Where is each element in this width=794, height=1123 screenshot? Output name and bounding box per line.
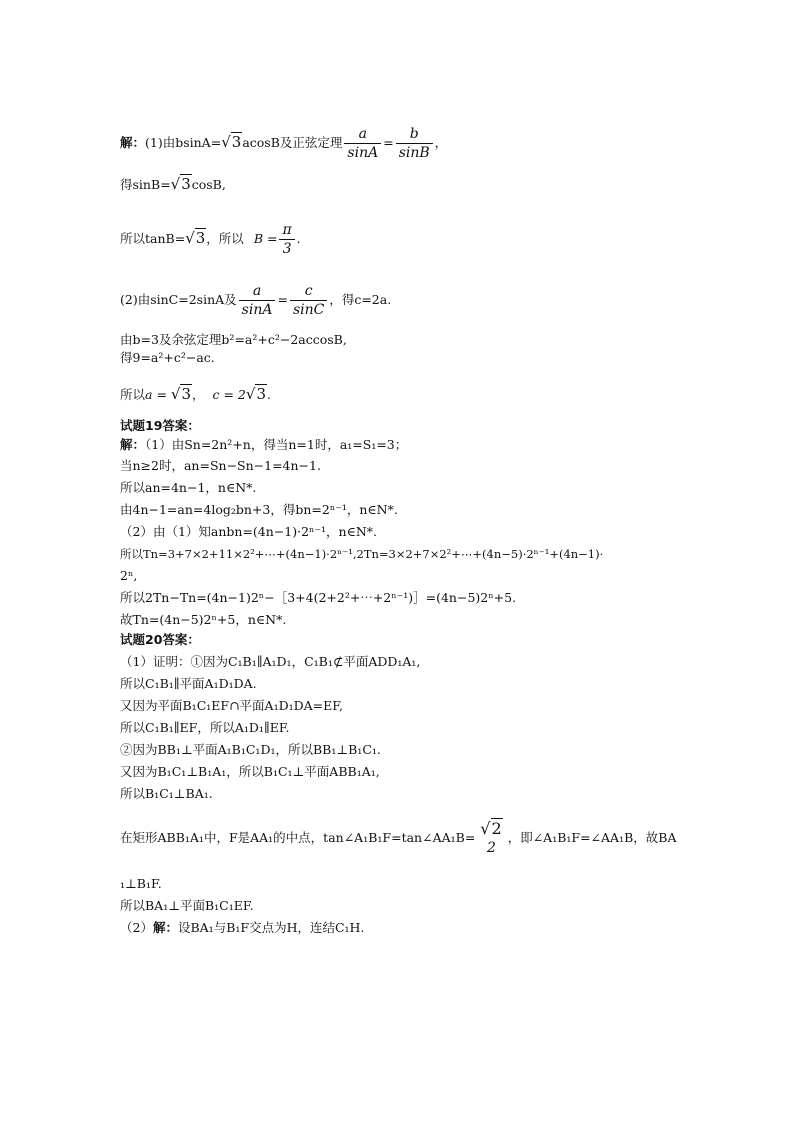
q19-line-7: 2ⁿ,: [120, 568, 138, 583]
fraction: [344, 125, 381, 162]
q19-line-5: （2）由（1）知anbn=(4n−1)·2ⁿ⁻¹，n∈N*.: [120, 524, 378, 539]
text: cosB,: [191, 177, 226, 192]
text: 在矩形ABB₁A₁中，F是AA₁的中点，tan∠A₁B₁F=tan∠AA₁B=: [120, 830, 476, 845]
sqrt-symbol: √3: [170, 385, 191, 403]
solution-line-4: [120, 280, 391, 320]
q20-line-9: ₁⊥B₁F.: [120, 876, 162, 891]
sqrt-arg: 3: [181, 175, 191, 193]
q19-line-4: 由4n−1=an=4log₂bn+3，得bn=2ⁿ⁻¹，n∈N*.: [120, 502, 398, 517]
q19-line-2: 当n≥2时，an=Sn−Sn−1=4n−1.: [120, 458, 321, 473]
text: .: [267, 387, 271, 402]
text: ，: [192, 387, 205, 402]
text: 得sinB=: [120, 177, 171, 192]
frac-den: 2: [487, 840, 496, 856]
sqrt-symbol: √3: [245, 385, 266, 403]
q20-line-1: （1）证明：①因为C₁B₁∥A₁D₁，C₁B₁⊄平面ADD₁A₁,: [120, 654, 421, 669]
q19-line-3: 所以an=4n−1，n∈N*.: [120, 480, 257, 495]
sqrt-symbol: √2: [480, 819, 502, 838]
frac-den: 3: [282, 241, 292, 257]
q20-line-7: 所以B₁C₁⊥BA₁.: [120, 786, 213, 801]
sqrt-arg: 3: [181, 385, 191, 403]
sqrt-symbol: √3: [221, 133, 242, 151]
text: .: [296, 231, 301, 246]
text: 设BA₁与B₁F交点为H，连结C₁H.: [177, 920, 365, 935]
q20-line-5: ②因为BB₁⊥平面A₁B₁C₁D₁，所以BB₁⊥B₁C₁.: [120, 742, 381, 757]
frac-den: sinA: [241, 302, 273, 318]
q20-line-6: 又因为B₁C₁⊥B₁A₁，所以B₁C₁⊥平面ABB₁A₁,: [120, 764, 380, 779]
solution-line-1: [120, 122, 447, 162]
fraction: [290, 282, 327, 319]
frac-num: [477, 820, 505, 839]
q20-line-3: 又因为平面B₁C₁EF∩平面A₁D₁DA=EF,: [120, 698, 343, 713]
q19-line-8: 所以2Tn−Tn=(4n−1)2ⁿ−［3+4(2+2²+⋯+2ⁿ⁻¹)］=(4n−5)2ⁿ+5.: [120, 590, 517, 605]
frac-num: a: [344, 125, 381, 144]
section-heading-19: 试题19答案：: [120, 418, 200, 433]
sqrt-arg: 3: [195, 229, 206, 247]
fraction: [239, 282, 276, 319]
sqrt-symbol: √3: [185, 229, 206, 247]
sqrt-arg: 3: [256, 385, 266, 403]
text: ，得c=2a.: [329, 292, 392, 307]
sqrt-arg: 2: [491, 819, 502, 838]
eq: =: [383, 135, 394, 150]
fraction: [477, 820, 505, 857]
frac-den: sinC: [292, 302, 325, 318]
frac-den: sinA: [347, 145, 379, 161]
text: 由b=3及余弦定理b²=a²+c²−2accosB,: [120, 332, 347, 347]
fraction: [396, 125, 433, 162]
text: （2）: [120, 920, 153, 935]
q20-line-4: 所以C₁B₁∥EF，所以A₁D₁∥EF.: [120, 720, 290, 735]
q20-line-8: [120, 816, 676, 860]
text: (1)由bsinA=: [145, 135, 222, 150]
eq: =: [277, 292, 288, 307]
solution-line-7: [120, 378, 271, 410]
q20-line-11: [120, 920, 364, 936]
section-heading-20: 试题20答案：: [120, 632, 200, 647]
text: 得9=a²+c²−ac.: [120, 350, 215, 365]
q19-line-9: 故Tn=(4n−5)2ⁿ+5，n∈N*.: [120, 612, 287, 627]
frac-num: b: [396, 125, 433, 144]
text: （1）由Sn=2n²+n，得当n=1时，a₁=S₁=3；: [145, 437, 408, 452]
text: acosB及正弦定理: [242, 135, 343, 150]
q20-line-2: 所以C₁B₁∥平面A₁D₁DA.: [120, 676, 257, 691]
solution-label: 解：: [120, 135, 146, 150]
q19-line-6: 所以Tn=3+7×2+11×2²+⋯+(4n−1)·2ⁿ⁻¹,2Tn=3×2+7×2²+⋯+(4n−5)·2ⁿ⁻¹+(4n−1)·: [120, 547, 604, 561]
text: ，即∠A₁B₁F=∠AA₁B，故BA: [507, 830, 677, 845]
text: 所以: [120, 387, 146, 402]
frac-num: c: [290, 282, 327, 301]
solution-line-2: [120, 176, 226, 193]
solution-label: 解：: [152, 920, 178, 935]
solution-line-6: [120, 350, 215, 366]
text: 所以tanB=: [120, 231, 186, 246]
solution-label: 解：: [120, 437, 146, 452]
fraction: [279, 221, 294, 258]
text: ，: [434, 135, 448, 150]
frac-num: π: [279, 221, 294, 240]
solution-line-5: [120, 332, 347, 348]
sqrt-arg: 3: [231, 133, 242, 151]
text: ，所以: [206, 231, 244, 246]
frac-den: sinB: [398, 145, 430, 161]
text: B =: [253, 231, 278, 246]
text: c = 2: [212, 387, 246, 402]
q19-line-1: [120, 437, 407, 453]
sqrt-symbol: √3: [170, 175, 191, 193]
q20-line-10: 所以BA₁⊥平面B₁C₁EF.: [120, 898, 254, 913]
text: (2)由sinC=2sinA及: [120, 292, 237, 307]
text: a =: [145, 387, 171, 402]
frac-num: a: [239, 282, 276, 301]
solution-line-3: [120, 218, 301, 258]
